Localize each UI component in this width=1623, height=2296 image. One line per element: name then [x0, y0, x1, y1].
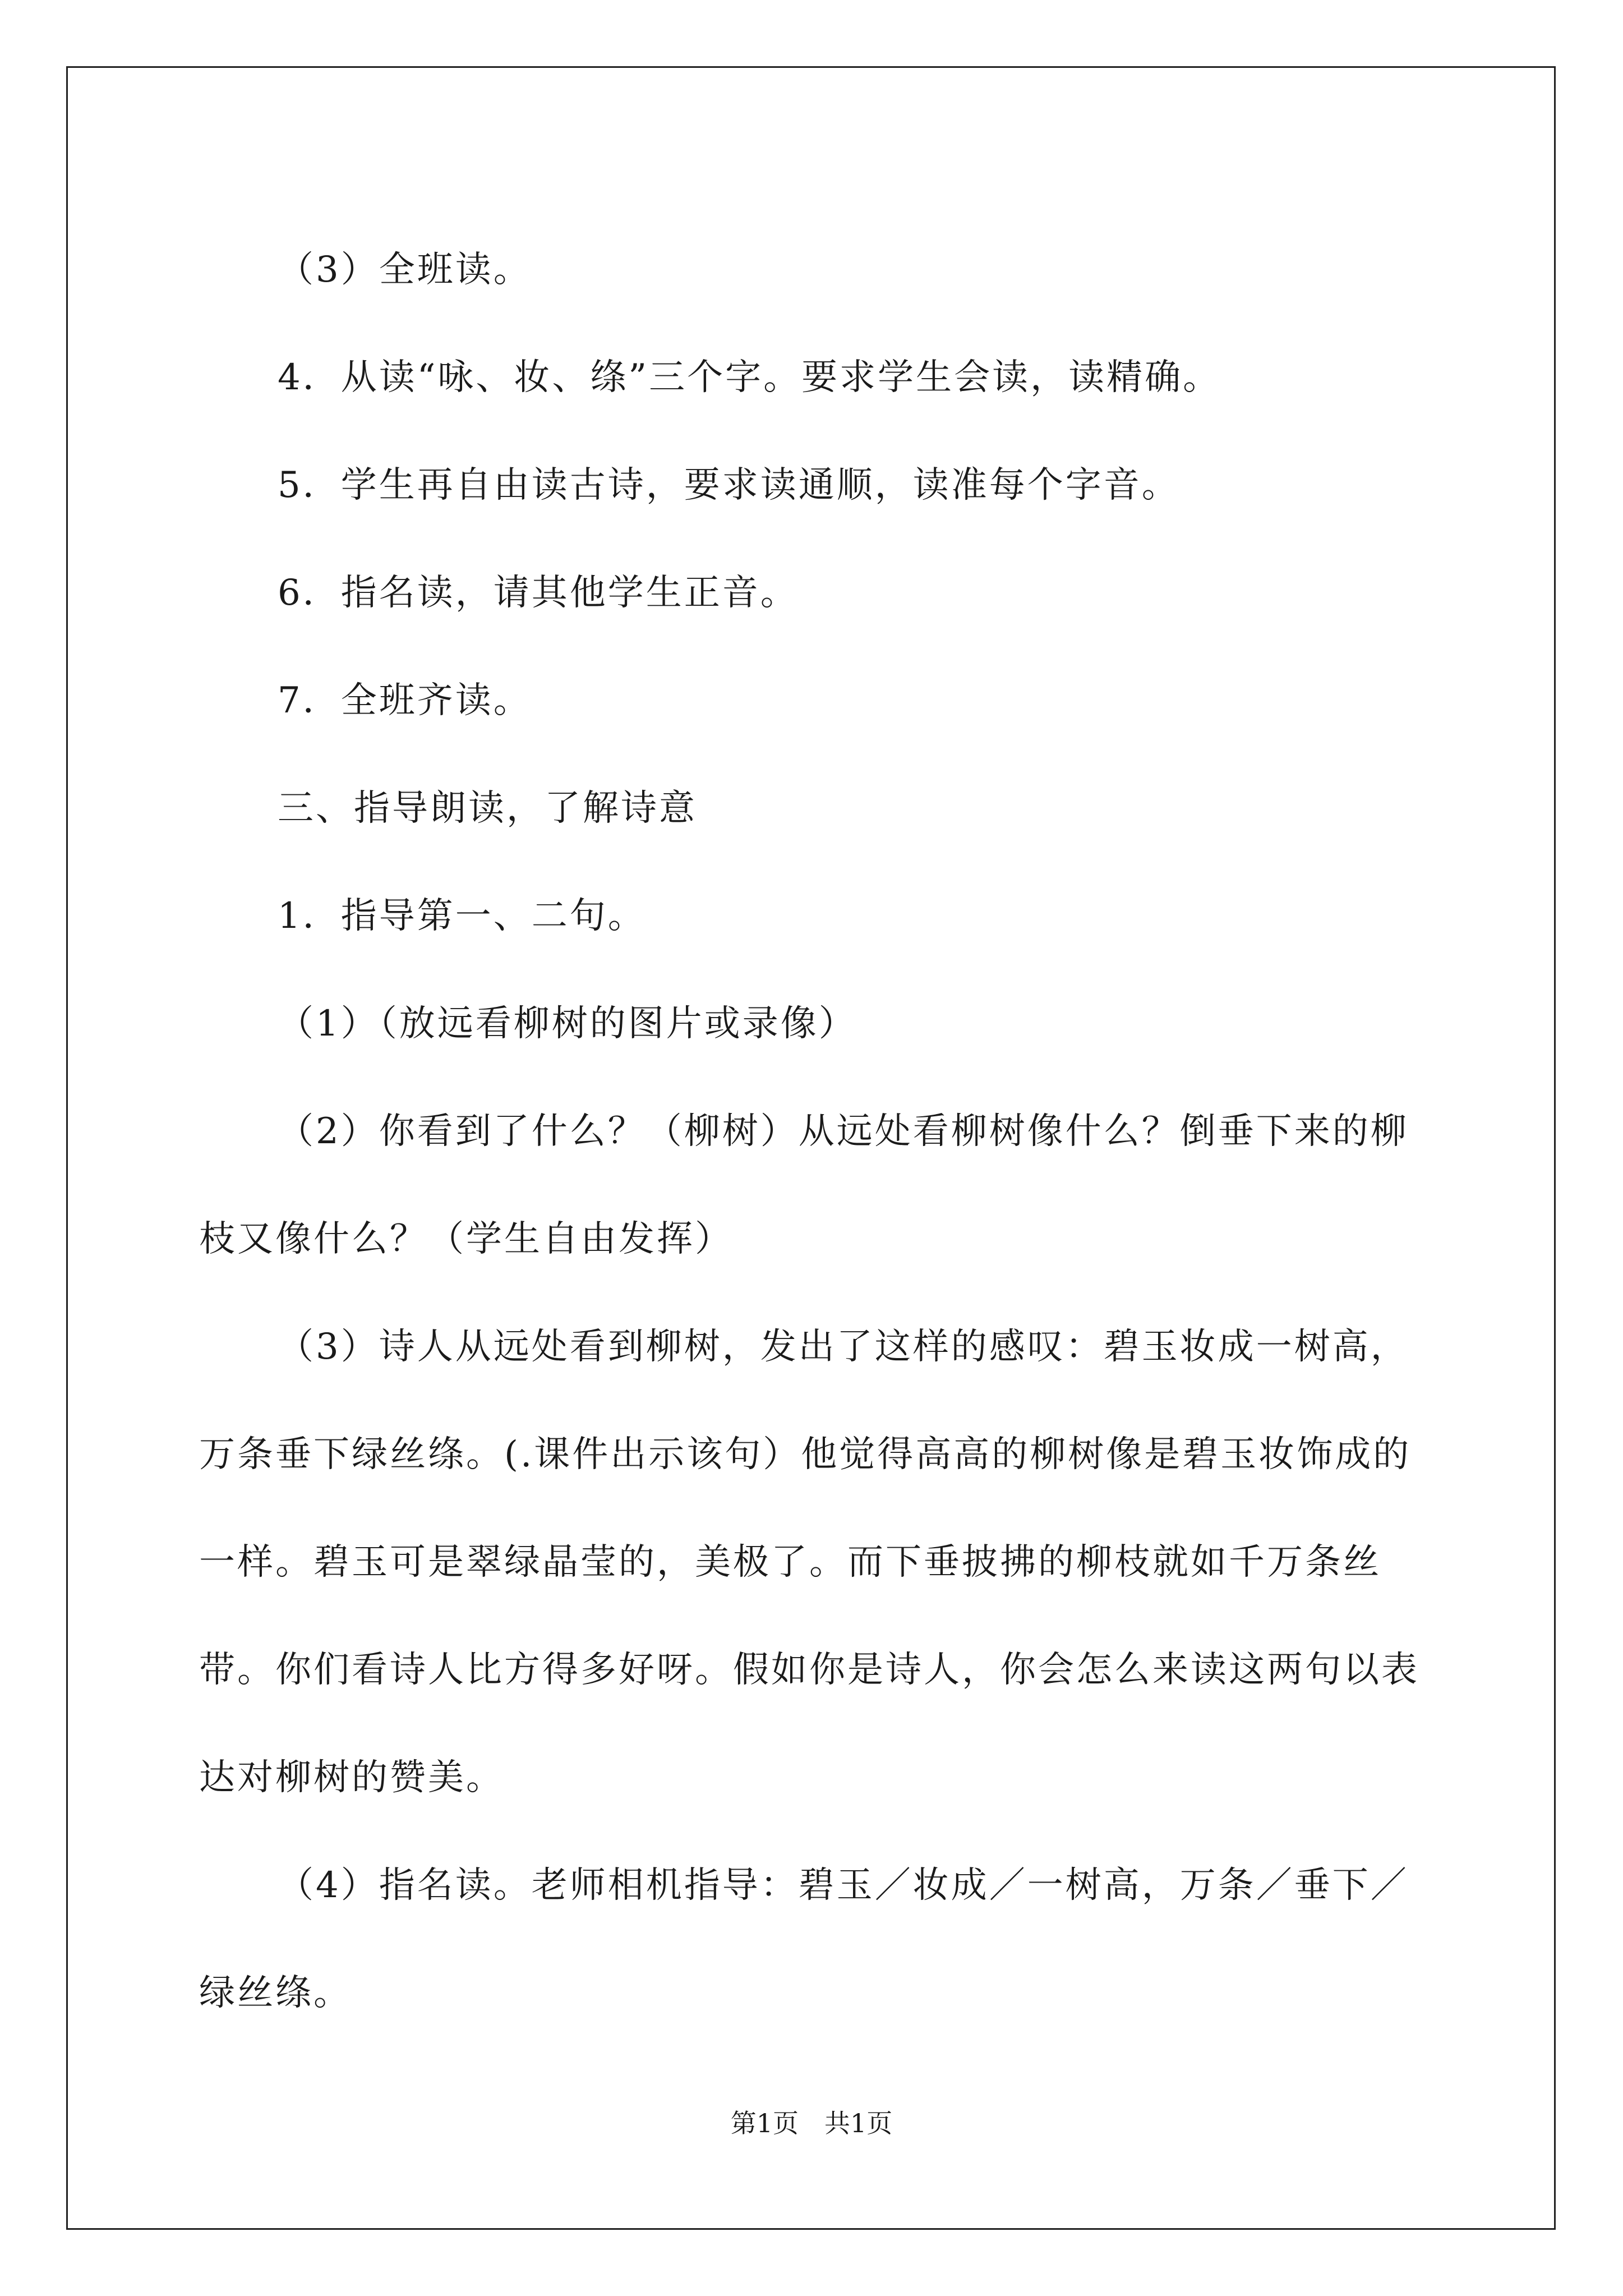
- paragraph-11: （4）指名读。老师相机指导：碧玉／妆成／一树高，万条／垂下／绿丝绦。: [199, 1865, 1409, 2014]
- document-body: [199, 216, 1433, 2047]
- paragraph-5: 7．全班齐读。: [278, 680, 532, 721]
- paragraph-8: （1）（放远看柳树的图片或录像）: [278, 1003, 857, 1045]
- paragraph-10: （3）诗人从远处看到柳树，发出了这样的感叹：碧玉妆成一树高，万条垂下绿丝绦。(.课件出示该句）他觉得高高的柳树像是碧玉妆饰成的一样。碧玉可是翠绿晶莹的，美极了。而下垂披拂的柳枝就如千万条丝带。你们看诗人比方得多好呀。假如你是诗人，你会怎么来读这两句以表达对柳树的赞美。: [199, 1326, 1419, 1798]
- paragraph-7: 1．指导第一、二句。: [278, 895, 646, 937]
- paragraph-3: 5．学生再自由读古诗，要求读通顺，读准每个字音。: [278, 464, 1180, 506]
- page-footer: 第1页 共1页: [730, 2108, 893, 2138]
- paragraph-4: 6．指名读，请其他学生正音。: [278, 572, 799, 614]
- section-heading: 三、指导朗读，了解诗意: [278, 788, 697, 829]
- paragraph-2: 4．从读“咏、妆、绦”三个字。要求学生会读，读精确。: [278, 357, 1221, 398]
- paragraph-9: （2）你看到了什么？（柳树）从远处看柳树像什么？倒垂下来的柳枝又像什么？（学生自由发挥）: [199, 1111, 1409, 1260]
- paragraph-1: （3）全班读。: [278, 249, 532, 291]
